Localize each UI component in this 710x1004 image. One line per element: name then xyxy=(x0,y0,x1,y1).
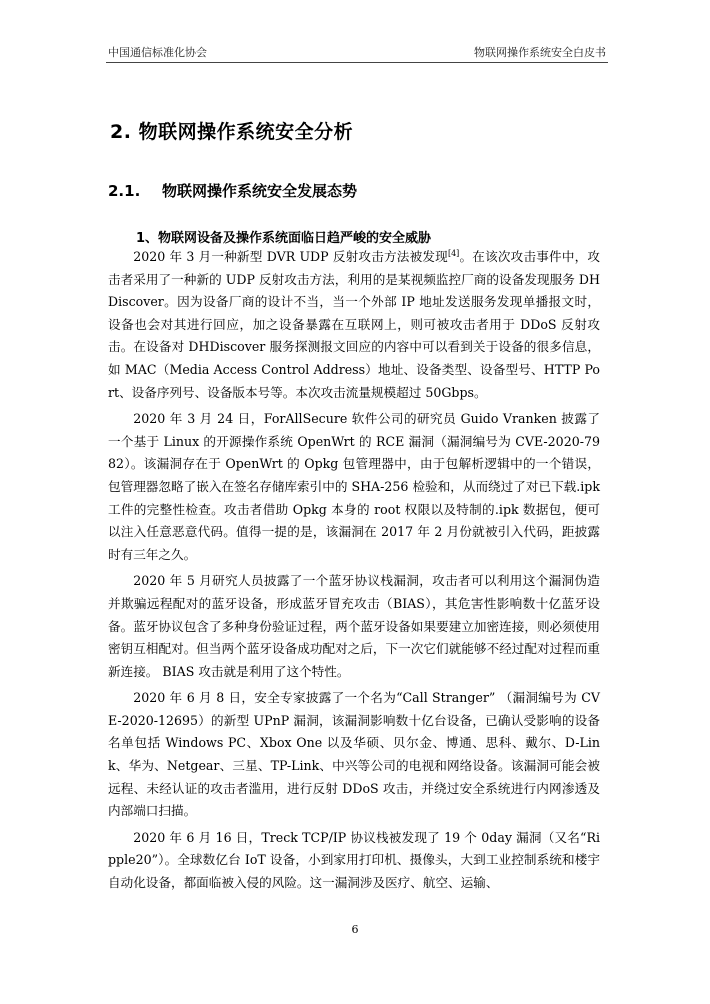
header-organization: 中国通信标准化协会 xyxy=(108,46,207,59)
topic-heading: 1、物联网设备及操作系统面临日趋严峻的安全威胁 xyxy=(136,231,432,246)
paragraph: 2020 年 5 月研究人员披露了一个蓝牙协议栈漏洞，攻击者可以利用这个漏洞伪造并欺骗远程配对的蓝牙设备，形成蓝牙冒充攻击（BIAS），其危害性影响数十亿蓝牙设备。蓝牙协议包含了多种身份验证过程，两个蓝牙设备如果要建立加密连接，则必须使用密钥互相配对。但当两个蓝牙设备成功配对之后，下一次它们就能够不经过配对过程而重新连接。 BIAS 攻击就是利用了这个特性。 xyxy=(108,573,600,679)
subsection-number: 2.1. xyxy=(108,182,141,200)
paragraph: 2020 年 6 月 8 日，安全专家披露了一个名为“Call Stranger” （漏洞编号为 CVE-2020-12695）的新型 UPnP 漏洞，该漏洞影响数十亿台设备，已确认受影响的设备名单包括 Windows PC、Xbox One 以及华硕、贝尔金、博通、思科、戴尔、D-Link、华为、Netgear、三星、TP-Link、中兴等公司的电视和网络设备。该漏洞可能会被远程、未经认证的攻击者滥用，进行反射 DDoS 攻击，并绕过安全系统进行内网渗透及内部端口扫描。 xyxy=(108,690,600,819)
section-number: 2. xyxy=(110,121,132,143)
page-number: 6 xyxy=(351,923,359,936)
paragraph-text: 2020 年 3 月一种新型 DVR UDP 反射攻击方法被发现 xyxy=(133,249,448,264)
body-text xyxy=(108,246,600,899)
paragraph: 2020 年 3 月 24 日，ForAllSecure 软件公司的研究员 Guido Vranken 披露了一个基于 Linux 的开源操作系统 OpenWrt 的 RCE 漏洞（漏洞编号为 CVE-2020-7982）。该漏洞存在于 OpenWrt 的 Opkg 包管理器中，由于包解析逻辑中的一个错误，包管理器忽略了嵌入在签名存储库索引中的 SHA-256 检验和，从而绕过了对已下载.ipk 工件的完整性检查。攻击者借助 Opkg 本身的 root 权限以及特制的.ipk 数据包，便可以注入任意恶意代码。值得一提的是，该漏洞在 2017 年 2 月份就被引入代码，距披露时有三年之久。 xyxy=(108,411,600,562)
paragraph: 2020 年 6 月 16 日，Treck TCP/IP 协议栈被发现了 19 个 0day 漏洞（又名“Ripple20”）。全球数亿台 IoT 设备，小到家用打印机、摄像头，大到工业控制系统和楼宇自动化设备，都面临被入侵的风险。这一漏洞涉及医疗、航空、运输、 xyxy=(108,829,600,891)
citation-reference: [4] xyxy=(447,249,460,258)
subsection-title: 物联网操作系统安全发展态势 xyxy=(162,182,358,200)
header-document-title: 物联网操作系统安全白皮书 xyxy=(474,46,606,59)
page-header xyxy=(108,44,606,60)
section-title: 物联网操作系统安全分析 xyxy=(138,121,354,143)
section-heading xyxy=(110,117,353,144)
subsection-heading xyxy=(108,180,357,201)
paragraph-text: 。在该次攻击事件中，攻击者采用了一种新的 UDP 反射攻击方法，利用的是某视频监控厂商的设备发现服务 DHDiscover。因为设备厂商的设计不当，当一个外部 IP 地址发送服务发现单播报文时，设备也会对其进行回应，加之设备暴露在互联网上，则可被攻击者用于 DDoS 反射攻击。在设备对 DHDiscover 服务探测报文回应的内容中可以看到关于设备的很多信息，如 MAC（Media Access Control Address）地址、设备类型、设备型号、HTTP Port、设备序列号、设备版本号等。本次攻击流量规模超过 50Gbps。 xyxy=(108,249,600,400)
paragraph xyxy=(108,246,600,404)
header-divider xyxy=(106,62,608,63)
